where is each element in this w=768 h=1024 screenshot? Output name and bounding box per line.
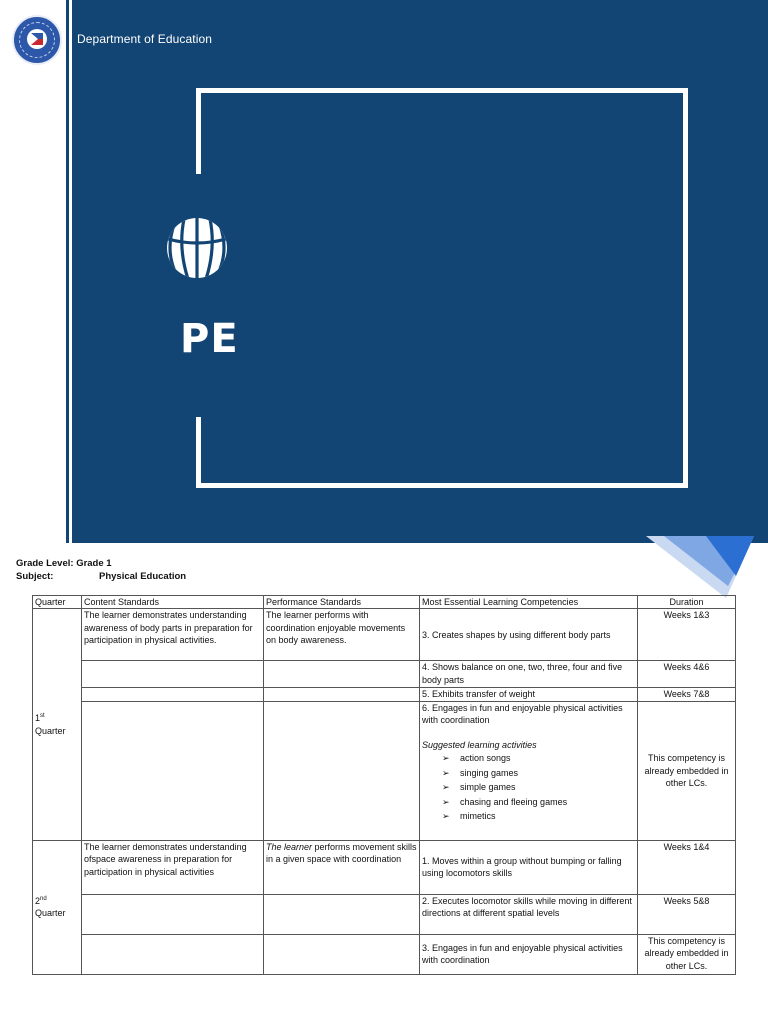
mel-competency: 3. Creates shapes by using different body parts [420,609,638,661]
empty-cell [264,894,420,934]
table-row [33,688,736,701]
table-header-row [33,596,736,609]
suggested-activities-label: Suggested learning activities [422,739,537,750]
duration-cell: Weeks 1&4 [638,840,736,894]
mel-competency: 5. Exhibits transfer of weight [420,688,638,701]
mel-competency: 2. Executes locomotor skills while moving in different directions at different spatial levels [420,894,638,934]
mel-competency [420,701,638,840]
empty-cell [82,894,264,934]
mel-text: 6. Engages in fun and enjoyable physical activities with coordination [422,702,623,726]
table-row [33,701,736,840]
header-quarter: Quarter [33,596,82,609]
curriculum-table [32,595,736,975]
header-mel-competencies: Most Essential Learning Competencies [420,596,638,609]
quarter-cell-1 [33,609,82,840]
subject-value: Physical Education [99,571,187,582]
empty-cell [264,688,420,701]
duration-cell: This competency is already embedded in other LCs. [638,701,736,840]
table-row [33,609,736,661]
list-item: ➢ action songs [442,751,635,766]
performance-standard [264,840,420,894]
empty-cell [264,701,420,840]
activity-list [422,751,635,824]
performance-standard: The learner performs with coordination enjoyable movements on body awareness. [264,609,420,661]
table-row [33,894,736,934]
content-standard: The learner demonstrates understanding awareness of body parts in preparation for participation in physical activities. [82,609,264,661]
duration-cell: This competency is already embedded in other LCs. [638,934,736,974]
basketball-icon [166,217,228,279]
duration-cell: Weeks 7&8 [638,688,736,701]
subject-line [16,571,187,582]
arrow-bullet-icon: ➢ [442,796,450,807]
cover-subject-title: PE [180,316,239,362]
mel-competency: 4. Shows balance on one, two, three, four and five body parts [420,661,638,688]
arrow-bullet-icon: ➢ [442,811,450,822]
list-item: ➢ singing games [442,766,635,781]
duration-cell: Weeks 1&3 [638,609,736,661]
quarter-number: 1 [35,713,41,724]
cover-frame [196,88,688,488]
content-standard: The learner demonstrates understanding ofspace awareness in preparation for participation in physical activities [82,840,264,894]
divider [66,0,69,543]
agency-name: Department of Education [77,32,213,46]
deped-seal-icon [12,15,62,65]
performance-emphasis: The learner [266,841,313,852]
list-item: ➢ simple games [442,780,635,795]
grade-level: Grade Level: Grade 1 [16,558,112,569]
quarter-cell-2 [33,840,82,974]
list-item: ➢ chasing and fleeing games [442,795,635,810]
corner-decoration [646,536,768,598]
mel-competency: 3. Engages in fun and enjoyable physical activities with coordination [420,934,638,974]
header-performance-standards: Performance Standards [264,596,420,609]
empty-cell [264,934,420,974]
quarter-word: Quarter [35,725,66,736]
empty-cell [264,661,420,688]
empty-cell [82,701,264,840]
mel-competency: 1. Moves within a group without bumping or falling using locomotors skills [420,840,638,894]
quarter-ordinal: st [40,713,45,720]
duration-cell: Weeks 4&6 [638,661,736,688]
performance-text: performs movement skills in a given space with coordination [266,841,417,865]
header-duration: Duration [638,596,736,609]
table-row [33,934,736,974]
header-content-standards: Content Standards [82,596,264,609]
duration-cell: Weeks 5&8 [638,894,736,934]
table-row [33,661,736,688]
quarter-ordinal: nd [40,895,47,902]
arrow-bullet-icon: ➢ [442,753,450,764]
arrow-bullet-icon: ➢ [442,767,450,778]
empty-cell [82,934,264,974]
empty-cell [82,661,264,688]
arrow-bullet-icon: ➢ [442,782,450,793]
empty-cell [82,688,264,701]
quarter-number: 2 [35,895,41,906]
list-item: ➢ mimetics [442,809,635,824]
table-row [33,840,736,894]
quarter-word: Quarter [35,908,66,919]
subject-label: Subject: [16,571,54,582]
